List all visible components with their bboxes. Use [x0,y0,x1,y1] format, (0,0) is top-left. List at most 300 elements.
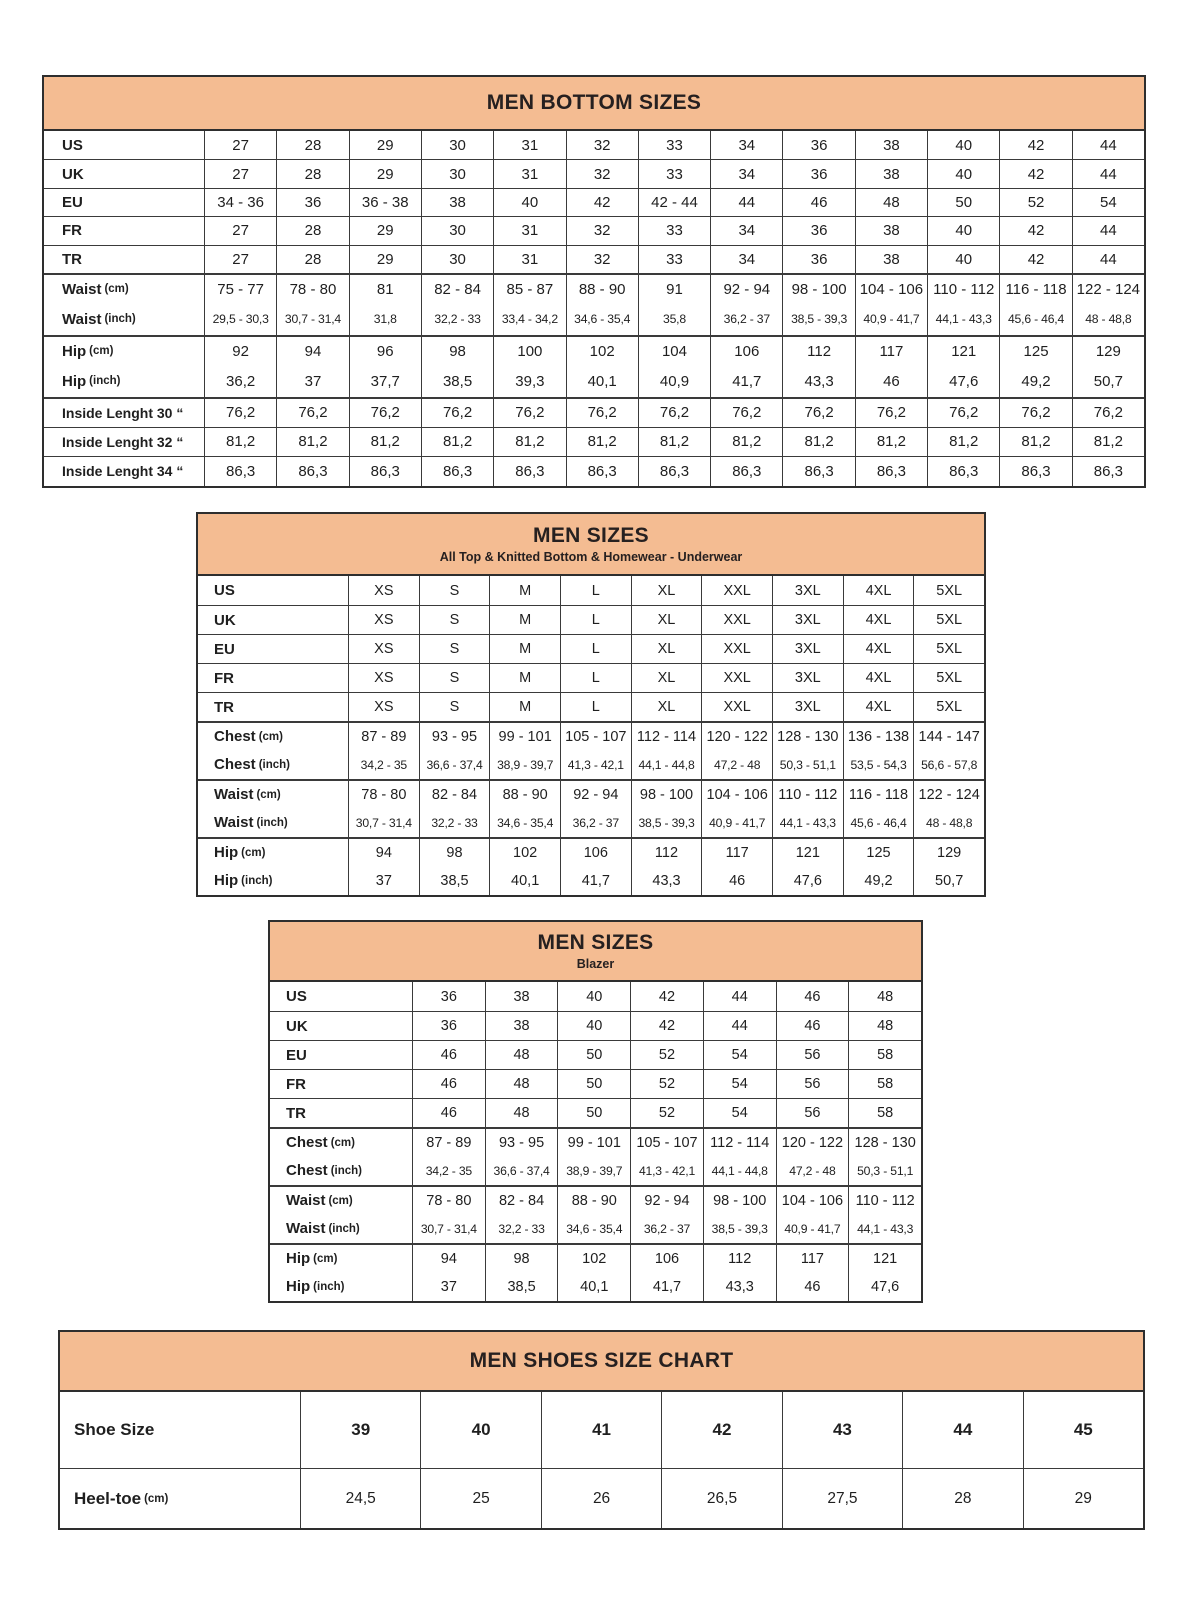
table-cell: 40 [927,246,999,273]
row-label: Hip (cm) [214,844,266,861]
row-label: Inside Lenght 34 “ [62,463,184,480]
table-cell: 86,3 [204,457,276,486]
table-cell: 5XL [913,635,984,663]
table-cell: 44 [1072,217,1144,244]
table-cell: 28 [902,1469,1022,1528]
table-cell: 102 [566,337,638,366]
table-cell: 47,6 [848,1272,921,1301]
table-cell: 86,3 [638,457,710,486]
table-cell: 30,7 - 31,4 [348,808,419,837]
table-subtitle: Blazer [576,957,615,971]
table-cell: 40 [493,189,565,216]
table-cell: 48 - 48,8 [913,808,984,837]
table-cell: 44,1 - 44,8 [703,1156,776,1185]
table-row [44,456,1144,486]
row-label: Waist (cm) [62,280,129,298]
row-label: Inside Lenght 32 “ [62,433,184,450]
table-row [270,1243,921,1272]
table-cell: 40,1 [489,866,560,895]
table-cell: 38,5 - 39,3 [631,808,702,837]
men-sizes-blazer-table [268,920,923,1303]
table-cell: 40 [927,131,999,159]
table-cell: 129 [913,839,984,866]
table-cell: 48 [485,1099,558,1127]
table-cell: 40,1 [557,1272,630,1301]
table-row [270,1098,921,1127]
table-cell: 88 - 90 [566,275,638,304]
table-cell: 37,7 [349,366,421,397]
table-cell: M [489,664,560,692]
table-cell: 92 - 94 [560,781,631,808]
table-cell: 104 [638,337,710,366]
table-cell: 30,7 - 31,4 [412,1214,485,1243]
table-cell: 87 - 89 [348,723,419,750]
row-label: UK [286,1017,308,1035]
table-cell: 98 - 100 [631,781,702,808]
table-cell: 34 [710,246,782,273]
table-cell: 112 - 114 [631,723,702,750]
table-cell: 99 - 101 [557,1129,630,1156]
table-cell: 52 [630,1070,703,1098]
table-cell: 36 [782,131,854,159]
table-cell: 86,3 [276,457,348,486]
table-row [60,1468,1143,1528]
table-cell: 33 [638,160,710,187]
table-cell: 50 [557,1099,630,1127]
table-cell: 104 - 106 [855,275,927,304]
table-cell: 81,2 [421,428,493,457]
table-cell: L [560,693,631,721]
table-cell: 58 [848,1070,921,1098]
table-row [44,273,1144,304]
table-cell: 36,6 - 37,4 [485,1156,558,1185]
table-cell: 98 - 100 [703,1187,776,1214]
table-cell: 81 [349,275,421,304]
table-cell: 76,2 [927,399,999,427]
table-row [198,721,984,750]
table-cell: 136 - 138 [843,723,914,750]
men-bottom-sizes-header [44,77,1144,131]
table-cell: 112 - 114 [703,1129,776,1156]
men-sizes-top-header [198,514,984,576]
table-cell: 30,7 - 31,4 [276,304,348,335]
table-cell: L [560,664,631,692]
table-cell: 56 [776,1099,849,1127]
table-cell: 56 [776,1041,849,1069]
table-cell: 3XL [772,576,843,605]
table-cell: 47,6 [772,866,843,895]
table-row [44,427,1144,457]
table-cell: 36 [782,160,854,187]
table-cell: 46 [855,366,927,397]
table-row [44,366,1144,397]
table-cell: XXL [701,576,772,605]
men-bottom-sizes-rows [44,131,1144,486]
table-cell: XS [348,664,419,692]
table-cell: 4XL [843,606,914,634]
table-cell: 40 [557,1012,630,1040]
row-label: Waist (inch) [214,814,288,831]
table-cell: 27 [204,246,276,273]
table-cell: 3XL [772,635,843,663]
table-cell: 44 [710,189,782,216]
table-cell: 40 [557,982,630,1011]
table-cell: 30 [421,160,493,187]
table-cell: 50,7 [913,866,984,895]
table-cell: 86,3 [349,457,421,486]
table-cell: 49,2 [999,366,1071,397]
table-cell: 112 [703,1245,776,1272]
row-label: Hip (inch) [286,1278,345,1295]
table-row [44,245,1144,273]
row-label: Heel-toe (cm) [74,1488,169,1508]
table-cell: 31 [493,131,565,159]
table-cell: 42 [630,1012,703,1040]
table-cell: 5XL [913,664,984,692]
table-cell: 86,3 [855,457,927,486]
table-cell: 38 [485,1012,558,1040]
table-cell: 42 [630,982,703,1011]
table-title: MEN SIZES [537,931,654,954]
table-cell: 27 [204,217,276,244]
table-cell: XS [348,606,419,634]
table-cell: 78 - 80 [348,781,419,808]
table-cell: 3XL [772,606,843,634]
table-cell: 31 [493,217,565,244]
table-cell: 33 [638,246,710,273]
table-cell: 44 [1072,160,1144,187]
table-cell: 81,2 [927,428,999,457]
table-cell: 102 [557,1245,630,1272]
table-cell: 36 [782,217,854,244]
table-cell: 76,2 [1072,399,1144,427]
table-row [198,663,984,692]
row-label: Hip (cm) [62,342,114,360]
table-row [270,1272,921,1301]
table-cell: 5XL [913,693,984,721]
table-row [44,131,1144,159]
table-cell: 91 [638,275,710,304]
table-cell: 102 [489,839,560,866]
table-cell: 37 [412,1272,485,1301]
table-cell: 76,2 [999,399,1071,427]
table-cell: 40,9 - 41,7 [855,304,927,335]
table-cell: 125 [999,337,1071,366]
table-cell: 24,5 [300,1469,420,1528]
table-cell: 46 [701,866,772,895]
table-cell: 4XL [843,576,914,605]
row-label: Shoe Size [74,1420,155,1439]
table-cell: 128 - 130 [848,1129,921,1156]
table-cell: 58 [848,1099,921,1127]
table-cell: 28 [276,160,348,187]
table-row [270,1040,921,1069]
table-cell: 92 [204,337,276,366]
table-cell: 38,9 - 39,7 [557,1156,630,1185]
table-cell: 39,3 [493,366,565,397]
men-shoes-size-chart-table [58,1330,1145,1530]
table-cell: 3XL [772,693,843,721]
table-cell: 44 [703,1012,776,1040]
table-cell: 41,7 [630,1272,703,1301]
table-cell: 4XL [843,635,914,663]
table-cell: 38,5 - 39,3 [703,1214,776,1243]
table-cell: 98 [485,1245,558,1272]
table-cell: 40,9 - 41,7 [701,808,772,837]
table-cell: 36 [782,246,854,273]
table-cell: 86,3 [710,457,782,486]
table-cell: 76,2 [638,399,710,427]
row-label: Hip (cm) [286,1250,338,1267]
table-cell: 41,7 [560,866,631,895]
table-title: MEN BOTTOM SIZES [486,91,702,114]
table-cell: 43,3 [782,366,854,397]
table-cell: 76,2 [421,399,493,427]
row-label: Chest (inch) [214,756,290,773]
table-cell: 34,2 - 35 [412,1156,485,1185]
table-row [44,335,1144,366]
table-cell: 48 [485,1041,558,1069]
table-cell: 117 [776,1245,849,1272]
row-label: Hip (inch) [62,372,121,390]
table-row [198,808,984,837]
table-cell: 33 [638,131,710,159]
table-cell: 38 [855,131,927,159]
table-cell: 42 [566,189,638,216]
table-cell: 46 [412,1070,485,1098]
table-cell: 81,2 [638,428,710,457]
table-cell: 46 [776,1012,849,1040]
table-cell: 50 [927,189,999,216]
table-cell: 121 [848,1245,921,1272]
table-cell: 36 - 38 [349,189,421,216]
table-cell: 39 [300,1392,420,1468]
table-cell: 31,8 [349,304,421,335]
table-cell: 34,6 - 35,4 [557,1214,630,1243]
table-cell: 42 [999,246,1071,273]
table-cell: 44 [1072,131,1144,159]
table-cell: 32 [566,131,638,159]
table-cell: M [489,635,560,663]
table-cell: 46 [412,1041,485,1069]
row-label: TR [62,250,82,268]
table-cell: 41,3 - 42,1 [630,1156,703,1185]
table-cell: 88 - 90 [489,781,560,808]
men-sizes-blazer-header [270,922,921,982]
table-cell: 38,9 - 39,7 [489,750,560,779]
table-cell: 110 - 112 [848,1187,921,1214]
table-cell: 38,5 [485,1272,558,1301]
table-subtitle: All Top & Knitted Bottom & Homewear - Underwear [439,550,743,564]
table-cell: 32 [566,160,638,187]
men-sizes-blazer-rows [270,982,921,1301]
table-cell: 117 [855,337,927,366]
table-cell: 29 [349,131,421,159]
table-cell: 86,3 [566,457,638,486]
table-cell: 36,6 - 37,4 [419,750,490,779]
table-cell: 43 [782,1392,902,1468]
table-cell: 40 [927,160,999,187]
table-cell: 44,1 - 43,3 [772,808,843,837]
table-cell: 94 [348,839,419,866]
table-cell: 36 [412,1012,485,1040]
table-row [270,1127,921,1156]
table-cell: 86,3 [493,457,565,486]
table-cell: XXL [701,664,772,692]
row-label: Inside Lenght 30 “ [62,404,184,421]
table-cell: 38 [855,217,927,244]
table-cell: 104 - 106 [776,1187,849,1214]
table-cell: 38 [855,160,927,187]
table-cell: 36,2 [204,366,276,397]
table-cell: 25 [420,1469,540,1528]
table-cell: 5XL [913,576,984,605]
table-cell: 86,3 [999,457,1071,486]
table-cell: M [489,606,560,634]
table-cell: 36,2 - 37 [630,1214,703,1243]
table-cell: 38,5 [419,866,490,895]
table-cell: 86,3 [927,457,999,486]
table-cell: 48 [848,982,921,1011]
table-cell: 45,6 - 46,4 [843,808,914,837]
table-cell: 120 - 122 [776,1129,849,1156]
table-row [198,605,984,634]
table-cell: 46 [412,1099,485,1127]
table-row [44,188,1144,216]
table-cell: 28 [276,131,348,159]
table-cell: 30 [421,131,493,159]
row-label: US [62,136,83,154]
table-cell: 48 - 48,8 [1072,304,1144,335]
table-cell: 34,2 - 35 [348,750,419,779]
table-cell: XL [631,635,702,663]
table-cell: 56,6 - 57,8 [913,750,984,779]
table-cell: 36 [412,982,485,1011]
table-cell: 76,2 [276,399,348,427]
table-cell: 78 - 80 [412,1187,485,1214]
table-cell: 29 [349,160,421,187]
table-cell: 112 [631,839,702,866]
table-cell: 85 - 87 [493,275,565,304]
table-cell: 44 [1072,246,1144,273]
table-cell: 32 [566,217,638,244]
table-cell: 32,2 - 33 [421,304,493,335]
table-cell: 117 [701,839,772,866]
table-cell: 86,3 [1072,457,1144,486]
table-cell: 122 - 124 [913,781,984,808]
table-cell: 32,2 - 33 [419,808,490,837]
row-label: FR [62,222,82,240]
table-cell: 128 - 130 [772,723,843,750]
row-label: US [214,582,235,599]
table-cell: 105 - 107 [560,723,631,750]
table-cell: 29 [349,246,421,273]
table-cell: 86,3 [421,457,493,486]
row-label: Chest (inch) [286,1162,362,1179]
table-cell: 50,3 - 51,1 [848,1156,921,1185]
table-cell: 29 [349,217,421,244]
table-cell: 42 - 44 [638,189,710,216]
table-cell: 52 [630,1099,703,1127]
table-cell: 96 [349,337,421,366]
table-cell: 47,2 - 48 [776,1156,849,1185]
table-cell: 99 - 101 [489,723,560,750]
table-cell: XL [631,576,702,605]
table-cell: 34 [710,131,782,159]
table-cell: 34 [710,217,782,244]
table-cell: 34 - 36 [204,189,276,216]
table-cell: 31 [493,246,565,273]
table-cell: 78 - 80 [276,275,348,304]
row-label: UK [214,611,236,629]
table-cell: L [560,576,631,605]
row-label: EU [62,193,83,211]
table-cell: 129 [1072,337,1144,366]
table-cell: 42 [999,131,1071,159]
table-cell: 41,7 [710,366,782,397]
table-cell: 3XL [772,664,843,692]
table-cell: 40 [420,1392,540,1468]
table-cell: 76,2 [566,399,638,427]
table-cell: XXL [701,693,772,721]
table-cell: 82 - 84 [419,781,490,808]
table-cell: 32 [566,246,638,273]
table-cell: 44 [703,982,776,1011]
row-label: Chest (cm) [286,1134,355,1151]
row-label: Waist (inch) [286,1220,360,1237]
table-cell: 98 - 100 [782,275,854,304]
table-cell: 81,2 [566,428,638,457]
table-cell: 47,2 - 48 [701,750,772,779]
table-cell: 106 [630,1245,703,1272]
table-cell: 40,1 [566,366,638,397]
table-cell: 112 [782,337,854,366]
table-row [60,1392,1143,1468]
table-cell: 48 [855,189,927,216]
table-cell: 44,1 - 43,3 [927,304,999,335]
table-cell: 120 - 122 [701,723,772,750]
table-row [198,750,984,779]
row-label: Waist (cm) [214,786,281,803]
table-cell: 43,3 [631,866,702,895]
table-cell: 28 [276,246,348,273]
table-row [270,1069,921,1098]
row-label: TR [286,1104,306,1122]
table-cell: 45 [1023,1392,1143,1468]
table-cell: 116 - 118 [999,275,1071,304]
table-cell: 29,5 - 30,3 [204,304,276,335]
table-cell: 45,6 - 46,4 [999,304,1071,335]
table-cell: 76,2 [782,399,854,427]
table-cell: 40 [927,217,999,244]
table-cell: 82 - 84 [485,1187,558,1214]
table-cell: 47,6 [927,366,999,397]
table-cell: 93 - 95 [485,1129,558,1156]
table-cell: 54 [703,1041,776,1069]
table-cell: 49,2 [843,866,914,895]
table-cell: 52 [630,1041,703,1069]
table-cell: XL [631,664,702,692]
table-cell: 37 [348,866,419,895]
table-cell: 125 [843,839,914,866]
table-cell: 48 [848,1012,921,1040]
table-cell: 29 [1023,1469,1143,1528]
row-label: US [286,988,307,1005]
table-row [44,397,1144,427]
table-cell: 88 - 90 [557,1187,630,1214]
table-cell: 46 [776,1272,849,1301]
table-cell: 86,3 [782,457,854,486]
